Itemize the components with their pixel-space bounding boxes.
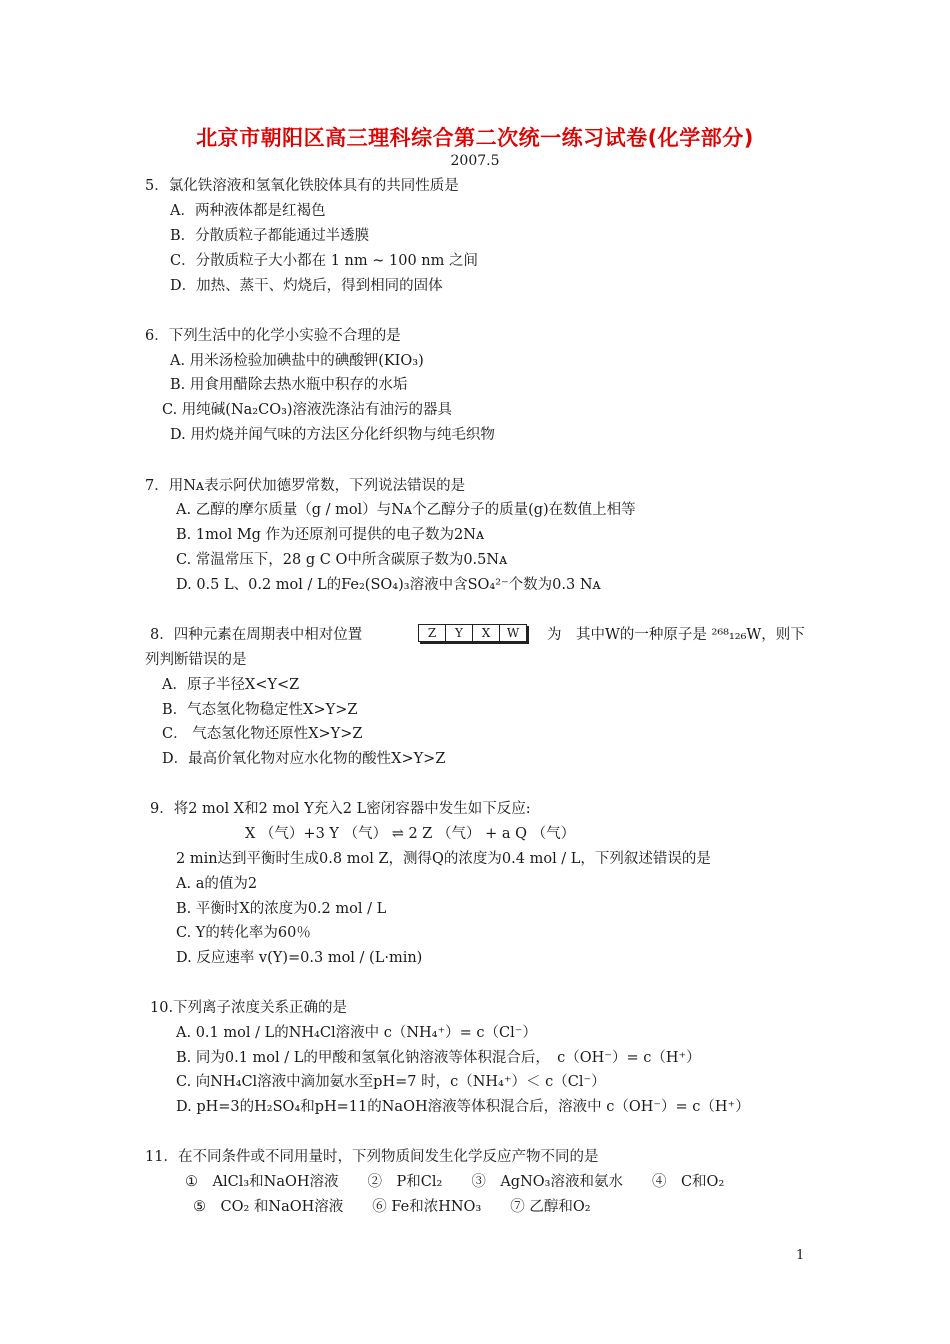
q5-stem: 5．氯化铁溶液和氢氧化铁胶体具有的共同性质是: [145, 178, 459, 194]
q11-items-row-1: ① AlCl₃和NaOH溶液 ② P和Cl₂ ③ AgNO₃溶液和氨水 ④ C和O₂: [185, 1174, 725, 1190]
q9-option-b: B. 平衡时X的浓度为0.2 mol / L: [176, 901, 387, 917]
q5-option-b: B．分散质粒子都能通过半透膜: [170, 228, 370, 244]
q6-option-a: A. 用米汤检验加碘盐中的碘酸钾(KIO₃): [170, 353, 424, 369]
q5-option-d: D．加热、蒸干、灼烧后，得到相同的固体: [170, 278, 443, 294]
q6-stem: 6．下列生活中的化学小实验不合理的是: [145, 328, 401, 344]
q8-option-a: A．原子半径X<Y<Z: [162, 677, 300, 693]
q10-option-a: A. 0.1 mol / L的NH₄Cl溶液中 c（NH₄⁺）= c（Cl⁻）: [176, 1025, 537, 1041]
q8-option-c: C． 气态氢化物还原性X>Y>Z: [162, 726, 363, 742]
q7-option-b: B. 1mol Mg 作为还原剂可提供的电子数为2Nᴀ: [176, 527, 485, 543]
q8-option-d: D．最高价氧化物对应水化物的酸性X>Y>Z: [162, 751, 446, 767]
grid-cell-x: X: [472, 625, 499, 641]
page-number: 1: [796, 1248, 805, 1263]
grid-cell-w: W: [499, 625, 526, 641]
q7-option-d: D. 0.5 L、0.2 mol / L的Fe₂(SO₄)₃溶液中含SO₄²⁻个数为0.3 Nᴀ: [176, 577, 601, 593]
q10-option-d: D. pH=3的H₂SO₄和pH=11的NaOH溶液等体积混合后，溶液中 c（OH⁻）= c（H⁺）: [176, 1099, 750, 1115]
q9-stem: 9．将2 mol X和2 mol Y充入2 L密闭容器中发生如下反应:: [150, 801, 531, 817]
q6-option-c: C. 用纯碱(Na₂CO₃)溶液洗涤沾有油污的器具: [162, 402, 453, 418]
exam-date: 2007.5: [450, 153, 500, 169]
q9-option-d: D. 反应速率 v(Y)=0.3 mol / (L·min): [176, 950, 423, 966]
q6-option-d: D. 用灼烧并闻气味的方法区分化纤织物与纯毛织物: [170, 427, 495, 443]
q8-stem-end: 列判断错误的是: [145, 652, 247, 668]
q11-stem: 11．在不同条件或不同用量时，下列物质间发生化学反应产物不同的是: [145, 1149, 599, 1165]
q9-equation: X （气）+3 Y （气） ⇌ 2 Z （气） + a Q （气）: [245, 826, 576, 842]
q10-option-c: C. 向NH₄Cl溶液中滴加氨水至pH=7 时，c（NH₄⁺）＜ c（Cl⁻）: [176, 1074, 606, 1090]
grid-cell-y: Y: [445, 625, 472, 641]
q10-option-b: B. 同为0.1 mol / L的甲酸和氢氧化钠溶液等体积混合后， c（OH⁻）= c（H⁺）: [176, 1050, 701, 1066]
q7-option-a: A. 乙醇的摩尔质量（g / mol）与Nᴀ个乙醇分子的质量(g)在数值上相等: [176, 502, 636, 518]
q6-option-b: B. 用食用醋除去热水瓶中积存的水垢: [170, 377, 408, 393]
q7-stem: 7．用Nᴀ表示阿伏加德罗常数，下列说法错误的是: [145, 478, 466, 494]
periodic-position-grid: [418, 624, 527, 642]
q5-option-a: A．两种液体都是红褐色: [170, 203, 326, 219]
q9-option-c: C. Y的转化率为60％: [176, 925, 311, 941]
q8-stem: 8．四种元素在周期表中相对位置: [150, 627, 363, 643]
q11-items-row-2: ⑤ CO₂ 和NaOH溶液 ⑥ Fe和浓HNO₃ ⑦ 乙醇和O₂: [193, 1199, 591, 1215]
q8-stem-continued: 为 其中W的一种原子是 ²⁶⁸₁₂₆W，则下: [547, 627, 805, 643]
q8-option-b: B．气态氢化物稳定性X>Y>Z: [162, 702, 358, 718]
q9-option-a: A. a的值为2: [176, 876, 258, 892]
q5-option-c: C．分散质粒子大小都在 1 nm ~ 100 nm 之间: [170, 253, 478, 269]
page-title: 北京市朝阳区高三理科综合第二次统一练习试卷(化学部分): [196, 126, 754, 150]
q7-option-c: C. 常温常压下，28 g C O中所含碳原子数为0.5Nᴀ: [176, 552, 508, 568]
grid-cell-z: Z: [427, 626, 437, 640]
q10-stem: 10.下列离子浓度关系正确的是: [150, 1000, 348, 1016]
q9-condition: 2 min达到平衡时生成0.8 mol Z，测得Q的浓度为0.4 mol / L，下列叙述错误的是: [176, 851, 711, 867]
